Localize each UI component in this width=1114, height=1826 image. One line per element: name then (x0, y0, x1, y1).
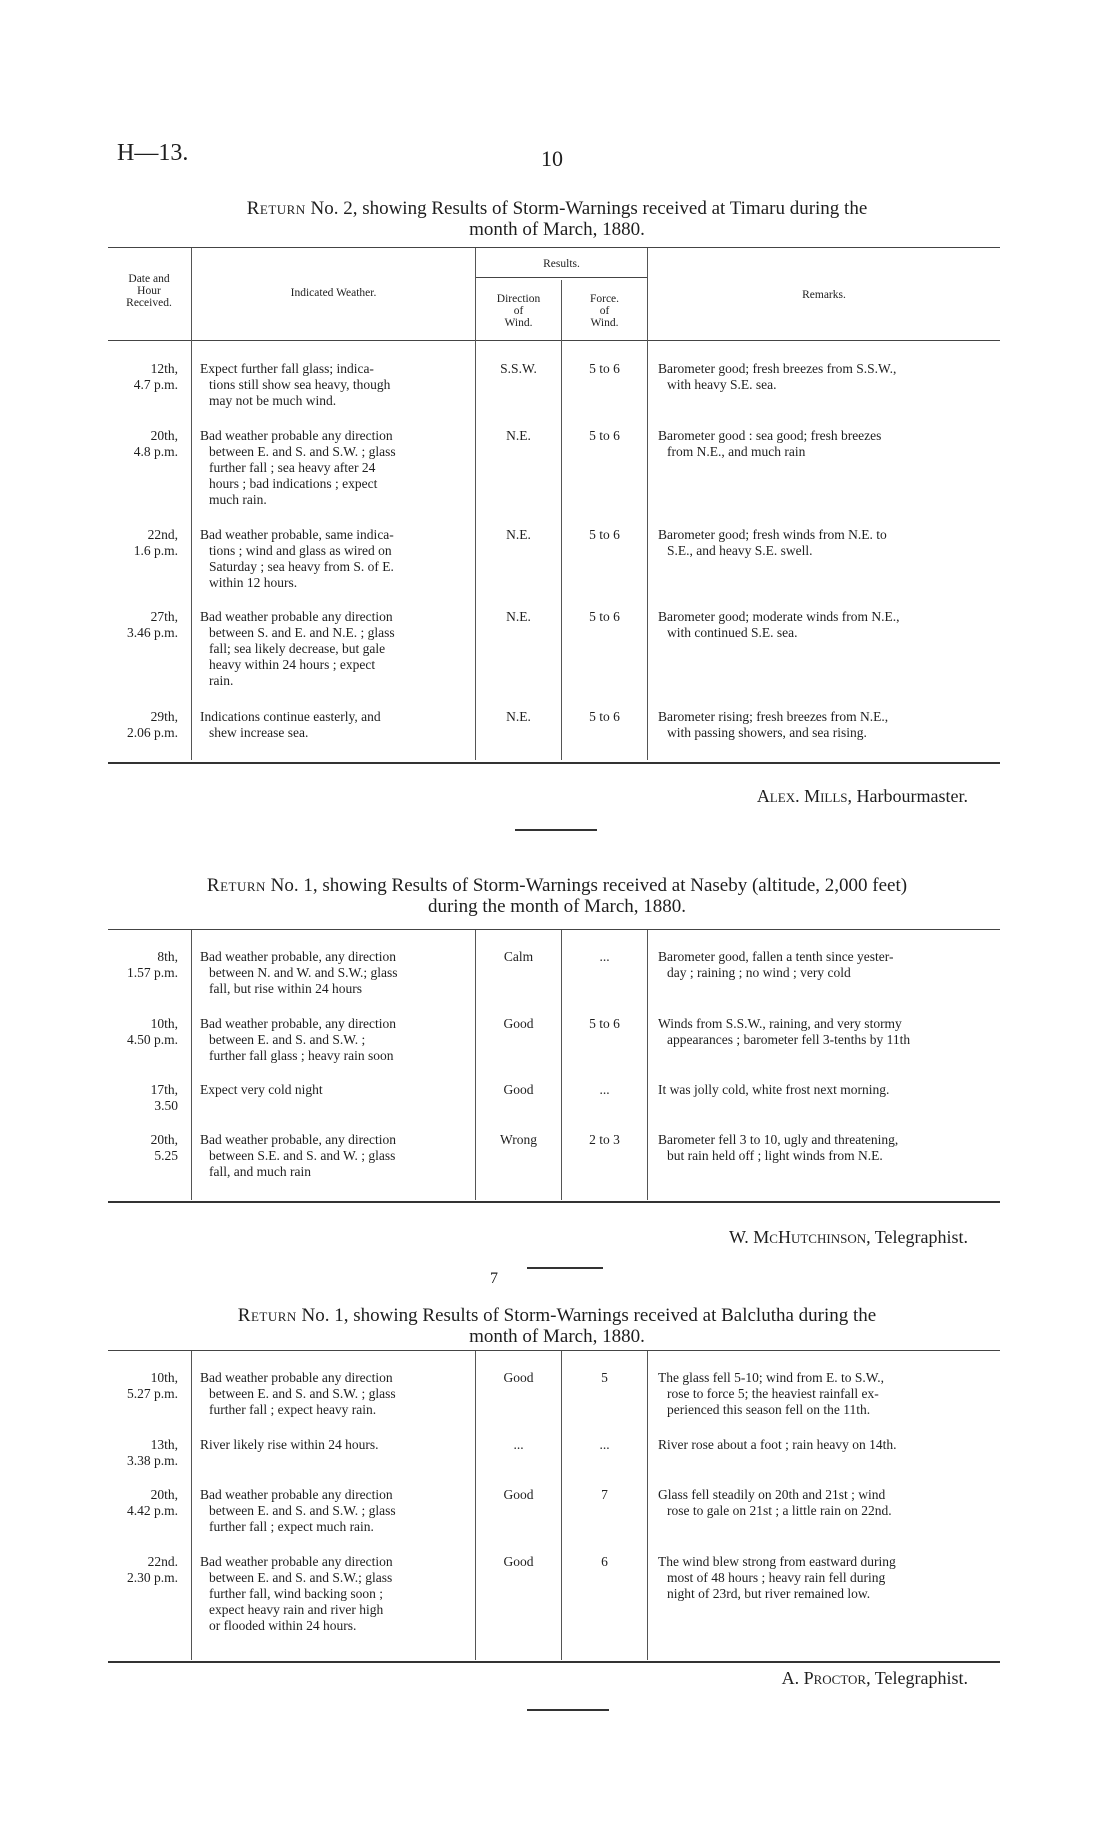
timaru-row4-date: 27th, 3.46 p.m. (126, 609, 178, 640)
timaru-signature-title: Harbourmaster. (856, 786, 968, 806)
timaru-row1-remarks: Barometer good; fresh breezes from S.S.W., with heavy S.E. sea. (658, 361, 897, 392)
timaru-header-remarks: Remarks. (802, 289, 846, 301)
timaru-header-date: Date and Hour Received. (126, 273, 172, 309)
balclutha-row1-direction: Good (503, 1370, 534, 1385)
timaru-signature (700, 786, 968, 807)
timaru-signature-name: Alex. Mills, (756, 786, 853, 806)
naseby-row1-force: ... (599, 949, 610, 964)
timaru-header-force: Force. of Wind. (589, 293, 620, 329)
naseby-title-line2: during the month of March, 1880. (427, 896, 687, 917)
balclutha-row1-remarks: The glass fell 5-10; wind from E. to S.W., rose to force 5; the heaviest rainfall ex- perienced this season fell on the 11th. (658, 1370, 884, 1417)
balclutha-row3-force: 7 (601, 1487, 608, 1502)
timaru-row4-direction: N.E. (506, 609, 531, 624)
balclutha-signature-name: A. Proctor, (781, 1668, 871, 1688)
timaru-header-indicated: Indicated Weather. (290, 287, 377, 299)
balclutha-row2-remarks: River rose about a foot ; rain heavy on 14th. (658, 1437, 897, 1452)
timaru-row3-force: 5 to 6 (589, 527, 620, 542)
timaru-row2-remarks: Barometer good : sea good; fresh breezes from N.E., and much rain (658, 428, 882, 459)
naseby-row2-force: 5 to 6 (589, 1016, 620, 1031)
section-divider (515, 829, 597, 831)
balclutha-title (150, 1305, 964, 1347)
balclutha-row3-date: 20th, 4.42 p.m. (126, 1487, 178, 1518)
balclutha-row4-indicated: Bad weather probable any direction between E. and S. and S.W.; glass further fall, wind backing soon ; expect heavy rain and river high or flooded within 24 hours. (200, 1554, 393, 1633)
timaru-row5-remarks: Barometer rising; fresh breezes from N.E., with passing showers, and sea rising. (658, 709, 889, 740)
naseby-row3-direction: Good (503, 1082, 534, 1097)
balclutha-row1-date: 10th, 5.27 p.m. (126, 1370, 178, 1401)
timaru-row2-indicated: Bad weather probable any direction between E. and S. and S.W. ; glass further fall ; sea heavy after 24 hours ; bad indications ; expect much rain. (200, 428, 396, 507)
timaru-title-line2: month of March, 1880. (469, 219, 645, 240)
balclutha-row4-remarks: The wind blew strong from eastward during most of 48 hours ; heavy rain fell during night of 23rd, but river remained low. (658, 1554, 896, 1601)
timaru-row5-date: 29th, 2.06 p.m. (126, 709, 178, 740)
timaru-header-results: Results. (543, 258, 580, 270)
naseby-row3-force: ... (599, 1082, 610, 1097)
page-reference: H—13. (117, 140, 189, 166)
timaru-row5-direction: N.E. (506, 709, 531, 724)
naseby-row3-indicated: Expect very cold night (200, 1082, 323, 1097)
timaru-row5-force: 5 to 6 (589, 709, 620, 724)
timaru-header-direction: Direction of Wind. (496, 293, 541, 329)
naseby-signature-title: Telegraphist. (874, 1227, 968, 1247)
timaru-row1-indicated: Expect further fall glass; indica- tions still show sea heavy, though may not be much wind. (200, 361, 391, 408)
timaru-row3-indicated: Bad weather probable, same indica- tions ; wind and glass as wired on Saturday ; sea heavy from S. of E. within 12 hours. (200, 527, 394, 590)
timaru-row1-direction: S.S.W. (500, 361, 537, 376)
naseby-row4-remarks: Barometer fell 3 to 10, ugly and threatening, but rain held off ; light winds from N.E. (658, 1132, 899, 1163)
timaru-row4-remarks: Barometer good; moderate winds from N.E., with continued S.E. sea. (658, 609, 900, 640)
naseby-signature (600, 1227, 968, 1248)
balclutha-signature (640, 1668, 968, 1689)
timaru-row2-direction: N.E. (506, 428, 531, 443)
timaru-title-return: Return (246, 198, 306, 219)
timaru-row1-date: 12th, 4.7 p.m. (133, 361, 178, 392)
naseby-row1-date: 8th, 1.57 p.m. (126, 949, 178, 980)
timaru-row4-indicated: Bad weather probable any direction between S. and E. and N.E. ; glass fall; sea likely decrease, but gale heavy within 24 hours ; expect rain. (200, 609, 395, 688)
timaru-title-line1: No. 2, showing Results of Storm-Warnings received at Timaru during the (310, 198, 868, 219)
timaru-row5-indicated: Indications continue easterly, and shew increase sea. (200, 709, 381, 740)
balclutha-row2-date: 13th, 3.38 p.m. (126, 1437, 178, 1468)
timaru-row4-force: 5 to 6 (589, 609, 620, 624)
section-divider-3 (527, 1709, 609, 1711)
naseby-row3-date: 17th, 3.50 (150, 1082, 178, 1113)
timaru-row3-remarks: Barometer good; fresh winds from N.E. to S.E., and heavy S.E. swell. (658, 527, 887, 558)
balclutha-row1-indicated: Bad weather probable any direction between E. and S. and S.W. ; glass further fall ; expect heavy rain. (200, 1370, 396, 1417)
balclutha-title-return: Return (237, 1305, 297, 1326)
naseby-row2-remarks: Winds from S.S.W., raining, and very stormy appearances ; barometer fell 3-tenths by 11th (658, 1016, 911, 1047)
section-divider-2 (527, 1267, 603, 1269)
timaru-row1-force: 5 to 6 (589, 361, 620, 376)
naseby-title-return: Return (206, 875, 266, 896)
balclutha-signature-title: Telegraphist. (874, 1668, 968, 1688)
timaru-title (150, 198, 964, 240)
naseby-row2-direction: Good (503, 1016, 534, 1031)
balclutha-row2-direction: ... (513, 1437, 524, 1452)
naseby-row4-direction: Wrong (500, 1132, 537, 1147)
balclutha-row3-remarks: Glass fell steadily on 20th and 21st ; wind rose to gale on 21st ; a little rain on 22nd. (658, 1487, 892, 1518)
page-number: 10 (541, 146, 563, 171)
timaru-row2-force: 5 to 6 (589, 428, 620, 443)
naseby-row2-date: 10th, 4.50 p.m. (126, 1016, 178, 1047)
balclutha-title-line1: No. 1, showing Results of Storm-Warnings received at Balclutha during the (301, 1305, 877, 1326)
balclutha-row4-direction: Good (503, 1554, 534, 1569)
naseby-title-line1: No. 1, showing Results of Storm-Warnings received at Naseby (altitude, 2,000 feet) (270, 875, 908, 896)
balclutha-row3-indicated: Bad weather probable any direction between E. and S. and S.W. ; glass further fall ; expect much rain. (200, 1487, 396, 1534)
naseby-row1-remarks: Barometer good, fallen a tenth since yester- day ; raining ; no wind ; very cold (658, 949, 894, 980)
naseby-row4-force: 2 to 3 (589, 1132, 620, 1147)
naseby-row2-indicated: Bad weather probable, any direction between E. and S. and S.W. ; further fall glass ; heavy rain soon (200, 1016, 397, 1063)
naseby-title (120, 875, 994, 917)
balclutha-row2-indicated: River likely rise within 24 hours. (200, 1437, 379, 1452)
naseby-row4-indicated: Bad weather probable, any direction between S.E. and S. and W. ; glass fall, and much rain (200, 1132, 397, 1179)
balclutha-row4-date: 22nd. 2.30 p.m. (126, 1554, 178, 1585)
naseby-signature-name: W. McHutchinson, (728, 1227, 871, 1247)
page-mark: 7 (490, 1270, 498, 1287)
balclutha-row2-force: ... (599, 1437, 610, 1452)
naseby-row3-remarks: It was jolly cold, white frost next morning. (658, 1082, 890, 1097)
naseby-row1-indicated: Bad weather probable, any direction between N. and W. and S.W.; glass fall, but rise within 24 hours (200, 949, 398, 996)
timaru-row3-date: 22nd, 1.6 p.m. (133, 527, 178, 558)
timaru-row2-date: 20th, 4.8 p.m. (133, 428, 178, 459)
naseby-row1-direction: Calm (503, 949, 534, 964)
timaru-row3-direction: N.E. (506, 527, 531, 542)
balclutha-title-line2: month of March, 1880. (469, 1326, 645, 1347)
naseby-row4-date: 20th, 5.25 (150, 1132, 178, 1163)
balclutha-row4-force: 6 (601, 1554, 608, 1569)
balclutha-row1-force: 5 (601, 1370, 608, 1385)
balclutha-row3-direction: Good (503, 1487, 534, 1502)
